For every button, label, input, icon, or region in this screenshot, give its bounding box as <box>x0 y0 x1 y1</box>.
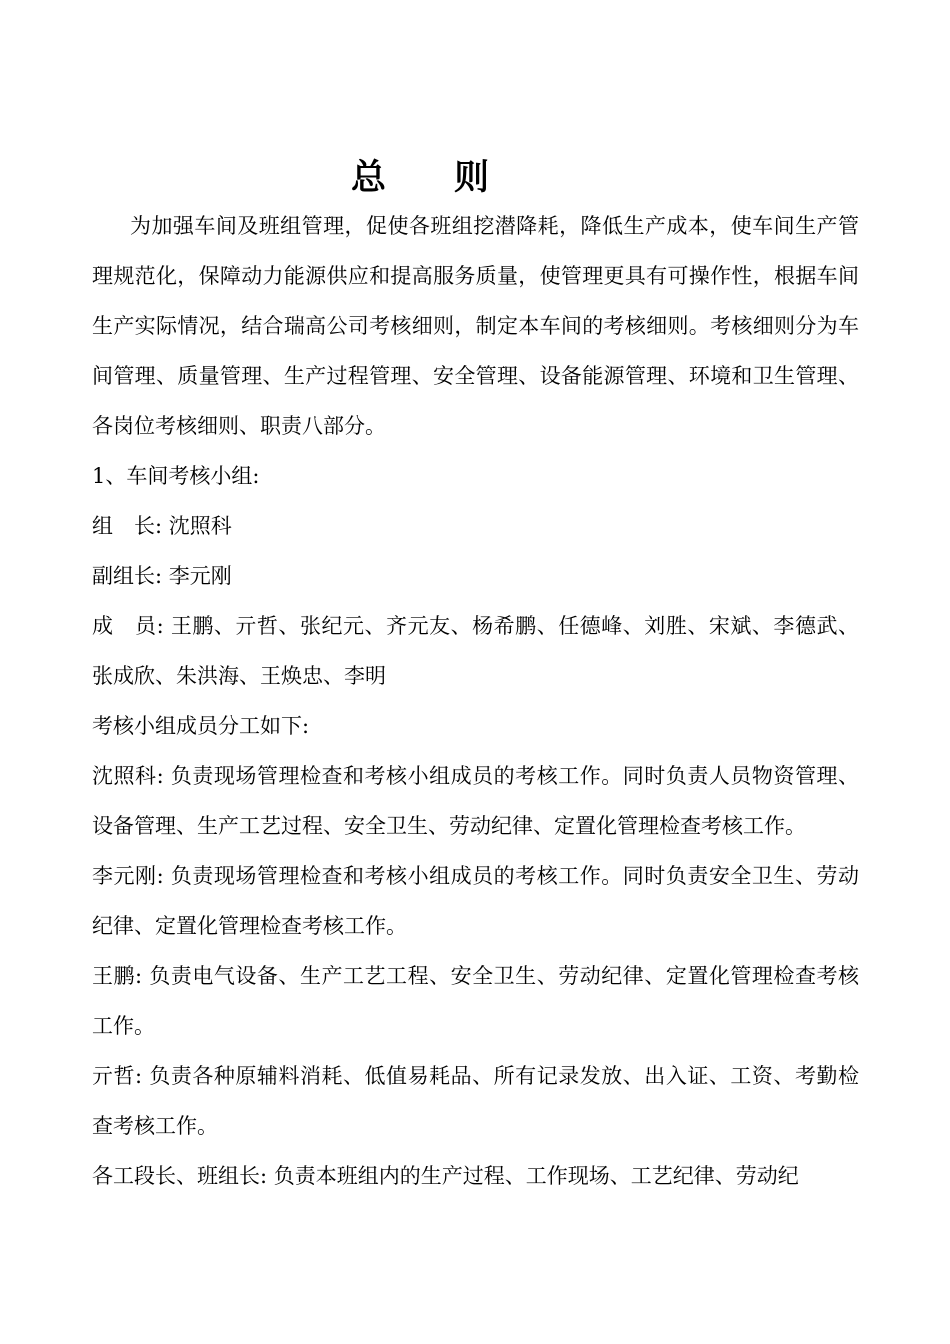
members-paragraph: 成 员: 王鹏、亓哲、张纪元、齐元友、杨希鹏、任德峰、刘胜、宋斌、李德武、张成欣、朱洪海、王焕忠、李明 <box>92 614 859 688</box>
duty-paragraph: 李元刚: 负责现场管理检查和考核小组成员的考核工作。同时负责安全卫生、劳动纪律、定置化管理检查考核工作。 <box>92 864 859 938</box>
document-title: 总则 <box>350 158 557 198</box>
division-heading: 考核小组成员分工如下: <box>92 714 310 738</box>
duty-paragraph: 各工段长、班组长: 负责本班组内的生产过程、工作现场、工艺纪律、劳动纪 <box>92 1164 799 1188</box>
duty-paragraph: 王鹏: 负责电气设备、生产工艺工程、安全卫生、劳动纪律、定置化管理检查考核工作。 <box>92 964 859 1038</box>
section-heading: 1、车间考核小组: <box>92 464 260 488</box>
deputy-leader-line: 副组长: 李元刚 <box>92 564 232 588</box>
duty-paragraph: 沈照科: 负责现场管理检查和考核小组成员的考核工作。同时负责人员物资管理、设备管理、生产工艺过程、安全卫生、劳动纪律、定置化管理检查考核工作。 <box>92 764 859 838</box>
intro-paragraph: 为加强车间及班组管理，促使各班组挖潜降耗，降低生产成本，使车间生产管理规范化，保障动力能源供应和提高服务质量，使管理更具有可操作性，根据车间生产实际情况，结合瑞高公司考核细则，制定本车间的考核细则。考核细则分为车间管理、质量管理、生产过程管理、安全管理、设备能源管理、环境和卫生管理、各岗位考核细则、职责八部分。 <box>92 214 859 438</box>
duty-paragraph: 亓哲: 负责各种原辅料消耗、低值易耗品、所有记录发放、出入证、工资、考勤检查考核工作。 <box>92 1064 859 1138</box>
document-body <box>92 201 859 1201</box>
leader-line: 组 长: 沈照科 <box>92 514 232 538</box>
